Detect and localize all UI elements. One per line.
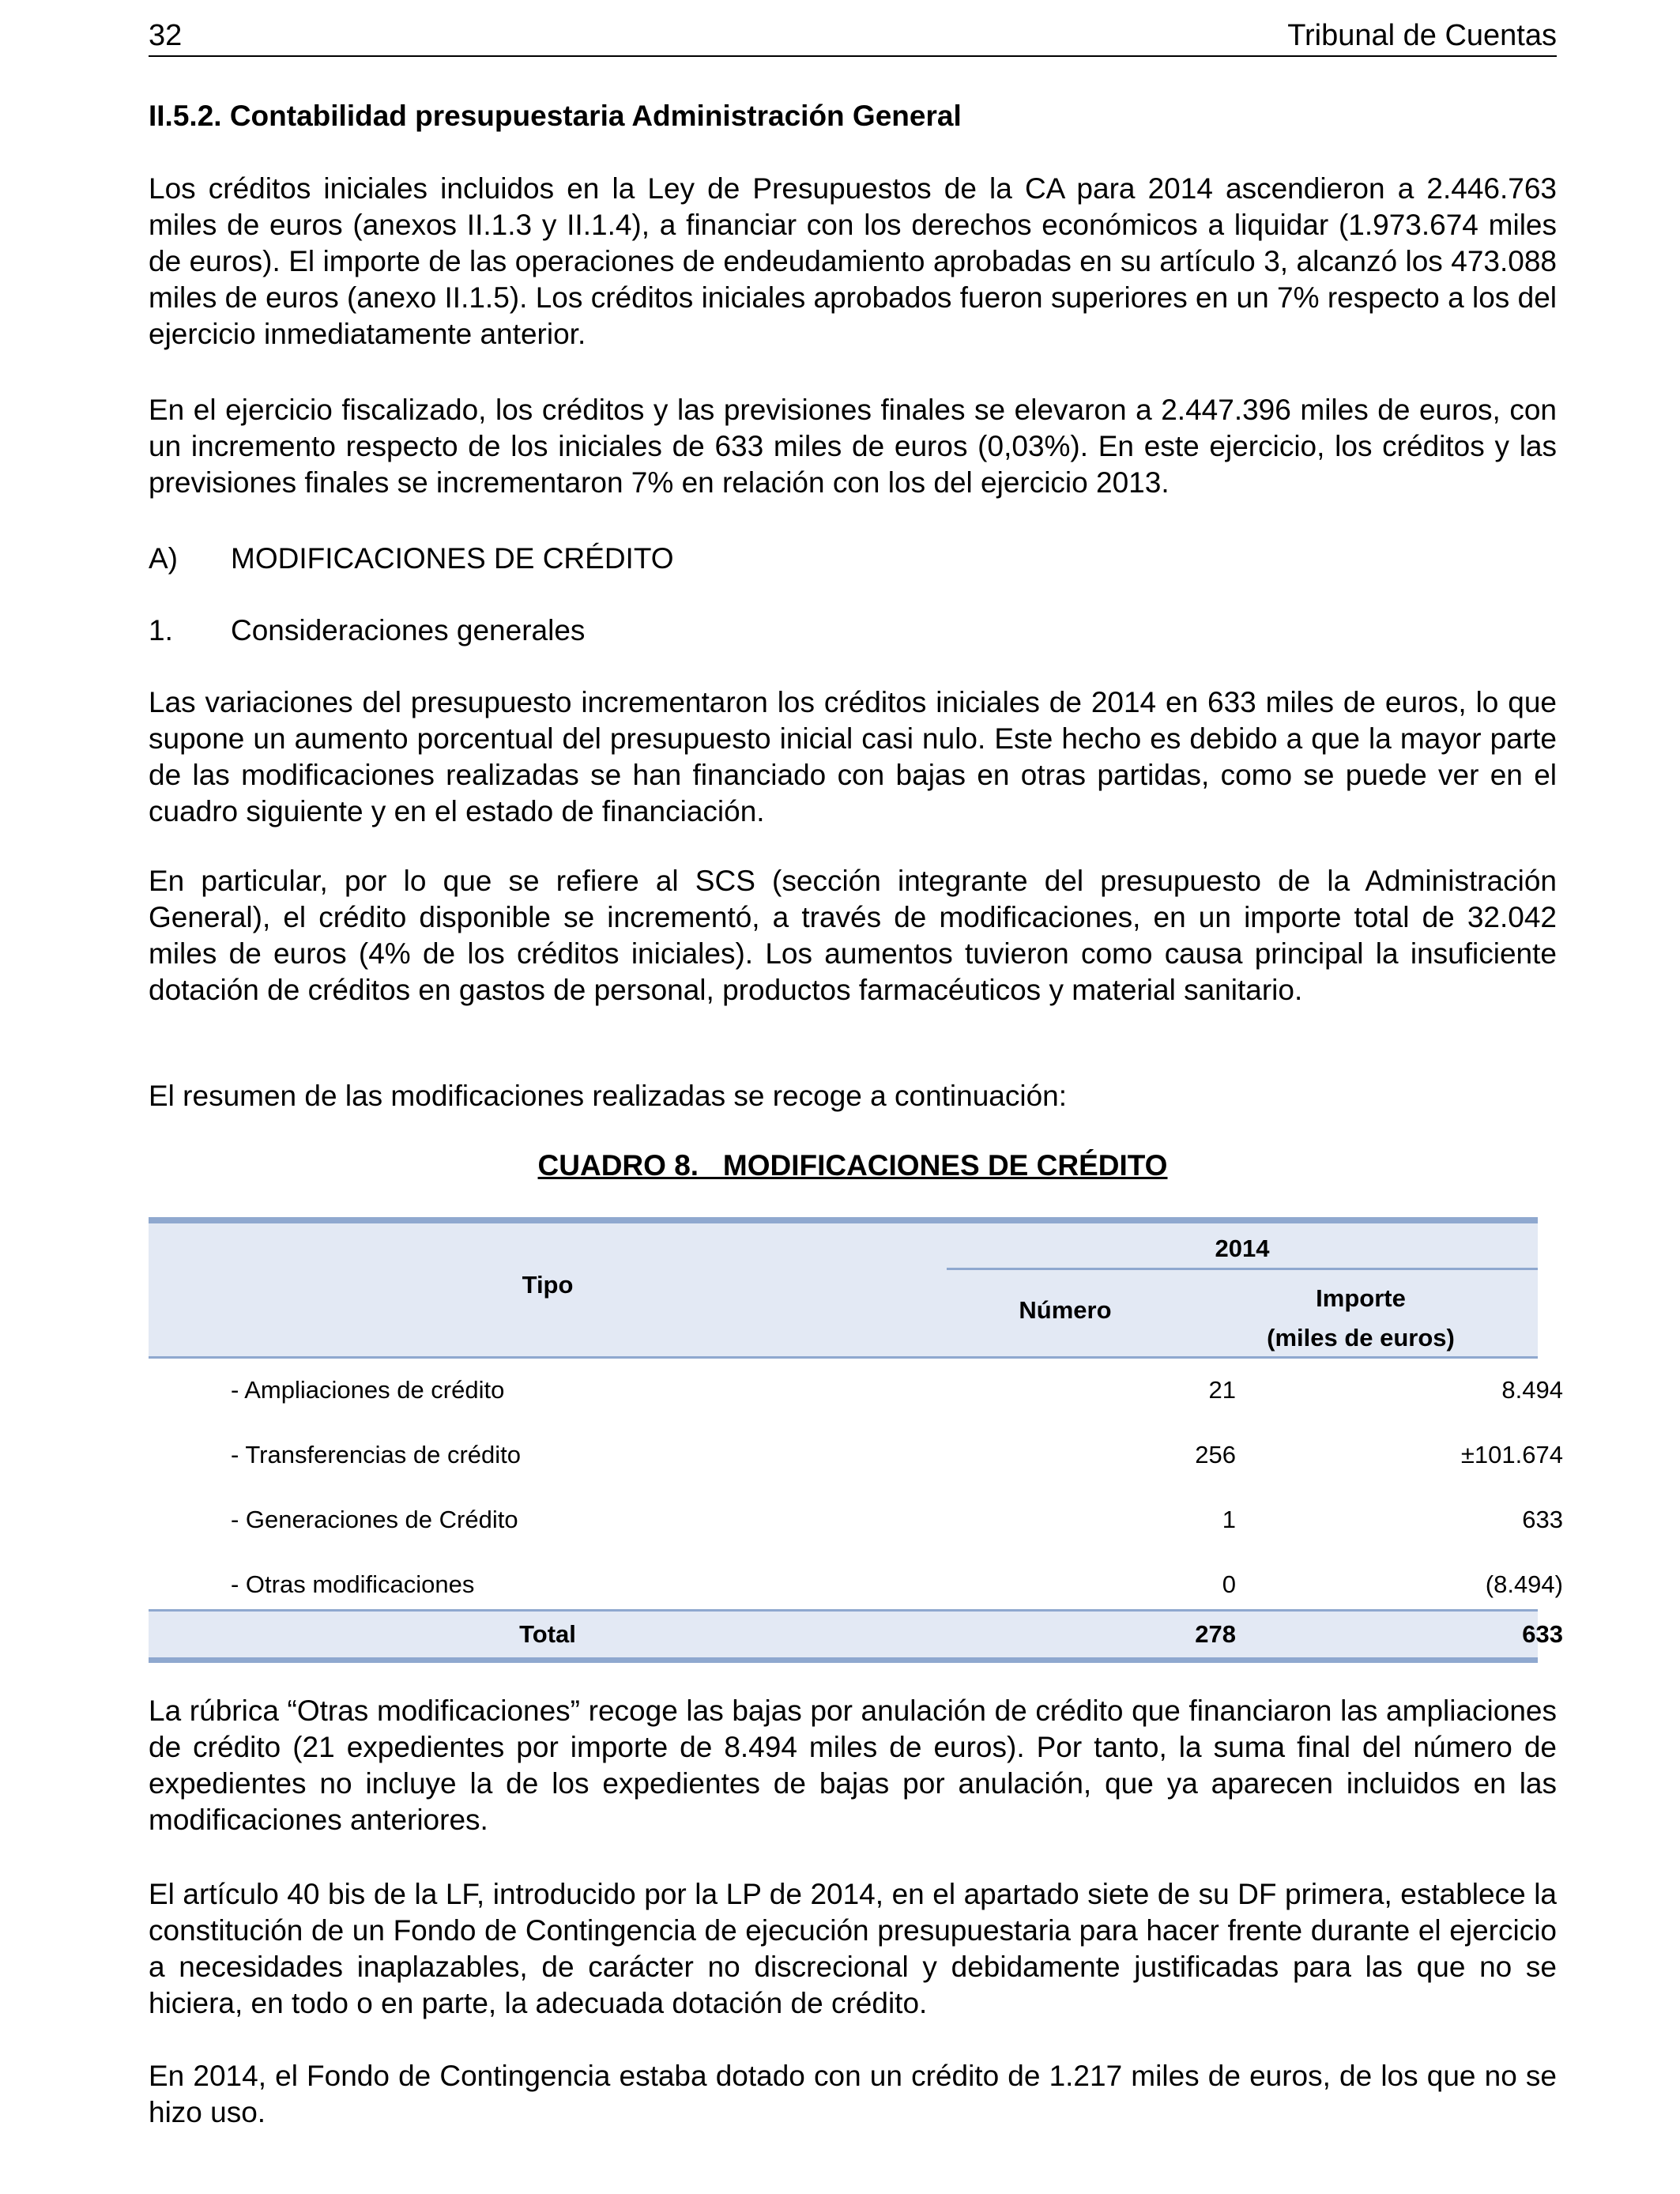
- subsection-1-heading: [149, 613, 585, 649]
- table-row: [149, 1487, 1563, 1552]
- row-numero: 0: [1222, 1570, 1236, 1598]
- header-organization: Tribunal de Cuentas: [1287, 19, 1557, 52]
- paragraph-fondo-contingencia: El artículo 40 bis de la LF, introducido por la LP de 2014, en el apartado siete de su DF primera, establece la constitución de un Fondo de Contingencia de ejecución presupuestaria para hacer frente durante el ejercicio a necesidades inaplazables, de carácter no discrecional y debidamente justificadas para las que no se hiciera, en todo o en parte, la adecuada dotación de crédito.: [149, 1878, 1557, 2019]
- row-importe: ±101.674: [1460, 1441, 1563, 1468]
- table-row: [149, 1552, 1563, 1617]
- subsection-1-label: 1.: [149, 614, 173, 647]
- row-numero: 21: [1208, 1376, 1236, 1404]
- paragraph-fondo-2014: En 2014, el Fondo de Contingencia estaba dotado con un crédito de 1.217 miles de euros, de los que no se hizo uso.: [149, 2060, 1557, 2128]
- row-tipo: - Generaciones de Crédito: [231, 1506, 518, 1533]
- subsection-a-heading: [149, 541, 674, 577]
- table-title-text: CUADRO 8. MODIFICACIONES DE CRÉDITO: [537, 1149, 1168, 1182]
- paragraph-otras-modificaciones: La rúbrica “Otras modificaciones” recoge las bajas por anulación de crédito que financiaron las ampliaciones de crédito (21 expedientes por importe de 8.494 miles de euros). Por tanto, la suma final del número de expedientes no incluye la de los expedientes de bajas por anulación, que ya aparecen incluidos en las modificaciones anteriores.: [149, 1695, 1557, 1836]
- page-header: [149, 16, 1557, 57]
- page-number: 32: [149, 19, 183, 52]
- paragraph-initial-credits: Los créditos iniciales incluidos en la Ley de Presupuestos de la CA para 2014 ascendieron a 2.446.763 miles de euros (anexos II.1.3 y II.1.4), a financiar con los derechos económicos a liquidar (1.973.674 miles de euros). El importe de las operaciones de endeudamiento aprobadas en su artículo 3, alcanzó los 473.088 miles de euros (anexo II.1.5). Los créditos iniciales aprobados fueron superiores en un 7% respecto a los del ejercicio inmediatamente anterior.: [149, 172, 1557, 350]
- table-row: [149, 1423, 1563, 1487]
- subsection-1-title: Consideraciones generales: [231, 614, 586, 647]
- table-row: [149, 1358, 1563, 1423]
- total-importe: 633: [1522, 1620, 1563, 1648]
- row-importe: 8.494: [1501, 1376, 1563, 1404]
- row-importe: (8.494): [1485, 1570, 1563, 1598]
- column-header-year: 2014: [1215, 1235, 1270, 1262]
- row-numero: 256: [1195, 1441, 1236, 1468]
- row-importe: 633: [1522, 1506, 1563, 1533]
- column-header-numero: Número: [1019, 1296, 1112, 1324]
- total-label: Total: [519, 1620, 576, 1648]
- column-header-tipo: Tipo: [522, 1271, 574, 1299]
- row-numero: 1: [1222, 1506, 1236, 1533]
- paragraph-variations: Las variaciones del presupuesto incrementaron los créditos iniciales de 2014 en 633 miles de euros, lo que supone un aumento porcentual del presupuesto inicial casi nulo. Este hecho es debido a que la mayor parte de las modificaciones realizadas se han financiado con bajas en otras partidas, como se puede ver en el cuadro siguiente y en el estado de financiación.: [149, 686, 1557, 827]
- row-tipo: - Ampliaciones de crédito: [231, 1376, 505, 1404]
- row-tipo: - Otras modificaciones: [231, 1570, 475, 1598]
- subsection-a-label: A): [149, 542, 178, 575]
- subsection-a-title: MODIFICACIONES DE CRÉDITO: [231, 542, 674, 575]
- header-divider: [947, 1268, 1538, 1270]
- section-heading: II.5.2. Contabilidad presupuestaria Administración General: [149, 100, 962, 132]
- column-header-importe-line1: Importe: [1316, 1284, 1406, 1312]
- table-total-row: [149, 1609, 1563, 1663]
- table-header: [149, 1217, 1538, 1359]
- paragraph-scs: En particular, por lo que se refiere al SCS (sección integrante del presupuesto de la Administración General), el crédito disponible se incrementó, a través de modificaciones, en un importe total de 32.042 miles de euros (4% de los créditos iniciales). Los aumentos tuvieron como causa principal la insuficiente dotación de créditos en gastos de personal, productos farmacéuticos y material sanitario.: [149, 865, 1557, 1006]
- paragraph-summary-intro: El resumen de las modificaciones realizadas se recoge a continuación:: [149, 1080, 1068, 1112]
- paragraph-final-credits: En el ejercicio fiscalizado, los créditos y las previsiones finales se elevaron a 2.447.396 miles de euros, con un incremento respecto de los iniciales de 633 miles de euros (0,03%). En este ejercicio, los créditos y las previsiones finales se incrementaron 7% en relación con los del ejercicio 2013.: [149, 394, 1557, 499]
- total-numero: 278: [1195, 1620, 1236, 1648]
- column-header-importe-line2: (miles de euros): [1267, 1324, 1455, 1351]
- table-title: [149, 1148, 1557, 1184]
- row-tipo: - Transferencias de crédito: [231, 1441, 522, 1468]
- column-header-importe: [1184, 1279, 1538, 1358]
